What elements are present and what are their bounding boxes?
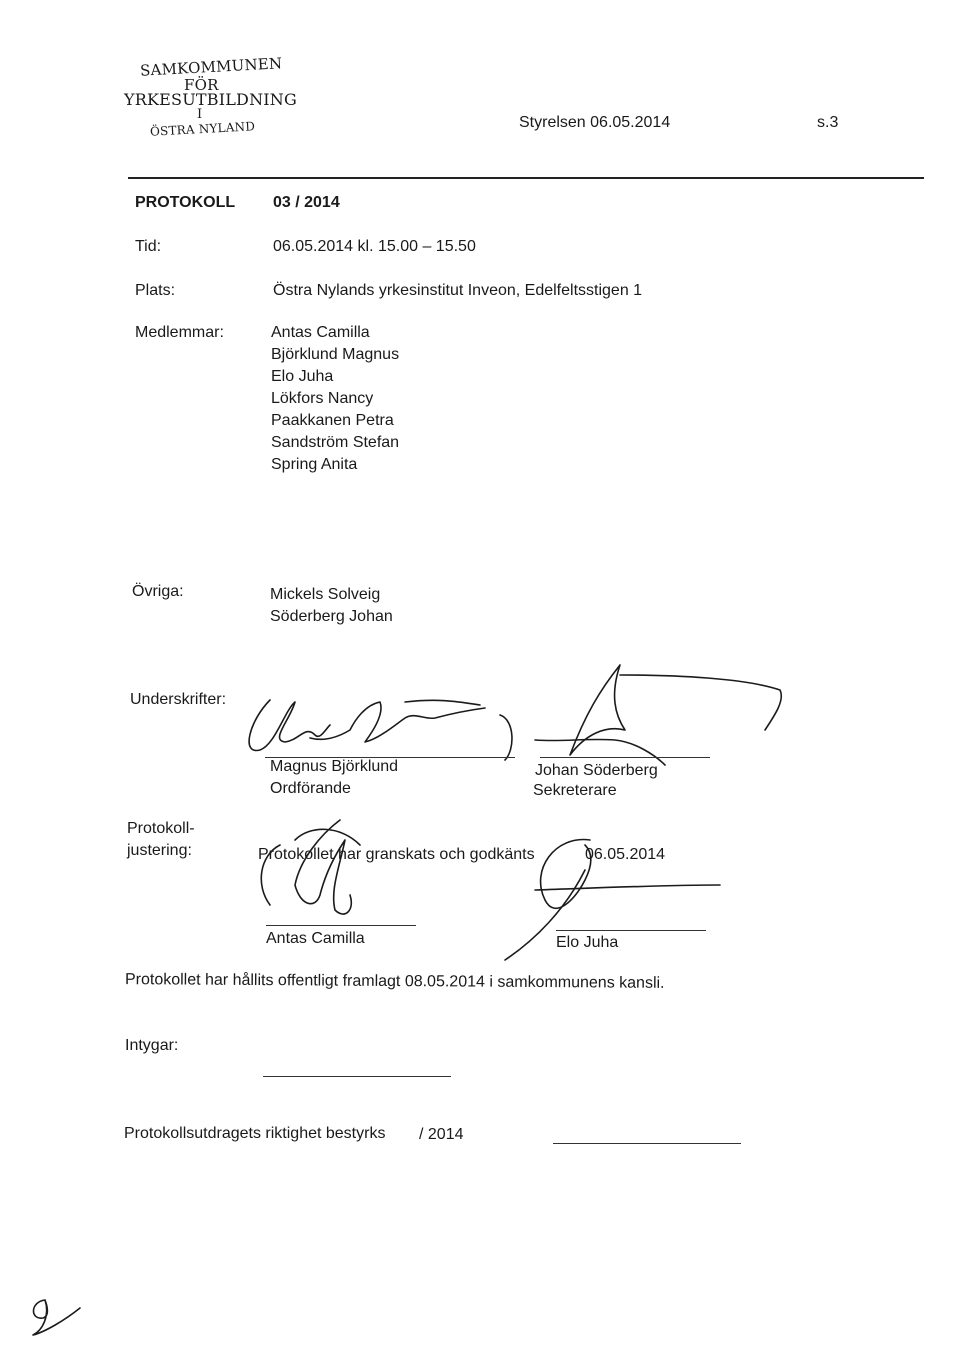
extract-line [553,1143,741,1144]
member-item: Paakkanen Petra [271,412,394,429]
adjuster1-signature-line [266,925,416,926]
extract-text: Protokollsutdragets riktighet bestyrks [124,1125,386,1142]
org-logo-line3: YRKESUTBILDNING [124,90,297,109]
member-item: Elo Juha [271,368,334,385]
member-item: Lökfors Nancy [271,390,374,407]
extract-year: / 2014 [419,1126,464,1143]
adjustment-date: 06.05.2014 [585,846,666,863]
secretary-signature-line [540,757,710,758]
member-item: Spring Anita [271,456,358,473]
adjustment-statement: Protokollet har granskats och godkänts [258,846,535,863]
member-item: Sandström Stefan [271,434,400,451]
adjuster1-name: Antas Camilla [266,930,365,947]
other-item: Mickels Solveig [270,586,381,603]
header-divider [128,177,924,179]
secretary-name: Johan Söderberg [535,762,658,779]
place-label: Plats: [135,282,176,299]
org-logo-line5: ÖSTRA NYLAND [149,119,256,139]
secretary-signature [525,660,805,770]
adjustment-label-line2: justering: [127,842,192,859]
members-list [271,322,399,476]
adjuster1-signature [250,815,400,925]
chair-signature [230,680,530,760]
members-label: Medlemmar: [135,324,224,341]
org-logo-line4: I [197,107,203,122]
adjuster2-name: Elo Juha [556,934,619,951]
page-number: s.3 [817,114,839,131]
member-item: Antas Camilla [271,324,370,341]
protocol-label: PROTOKOLL [135,194,236,211]
member-item: Björklund Magnus [271,346,400,363]
org-logo-line2: FÖR [184,76,219,94]
adjuster2-signature-line [556,930,706,931]
certify-label: Intygar: [125,1037,179,1054]
certify-line [263,1076,451,1077]
others-label: Övriga: [132,583,184,600]
secretary-role: Sekreterare [533,782,617,799]
other-item: Söderberg Johan [270,608,393,625]
place-value: Östra Nylands yrkesinstitut Inveon, Edelfeltsstigen 1 [273,282,643,299]
time-value: 06.05.2014 kl. 15.00 – 15.50 [273,238,476,255]
handwritten-mark-icon [25,1290,105,1340]
signatures-label: Underskrifter: [130,691,227,708]
adjustment-label-line1: Protokoll- [127,820,195,837]
org-logo-line1: SAMKOMMUNEN [139,54,283,80]
public-notice: Protokollet har hållits offentligt framlagt 08.05.2014 i samkommunens kansli. [124,971,665,992]
meeting-date-header: Styrelsen 06.05.2014 [519,114,671,131]
time-label: Tid: [135,238,162,255]
chair-role: Ordförande [270,780,351,797]
others-list [270,584,393,628]
chair-name: Magnus Björklund [270,758,399,775]
protocol-number: 03 / 2014 [273,194,340,211]
